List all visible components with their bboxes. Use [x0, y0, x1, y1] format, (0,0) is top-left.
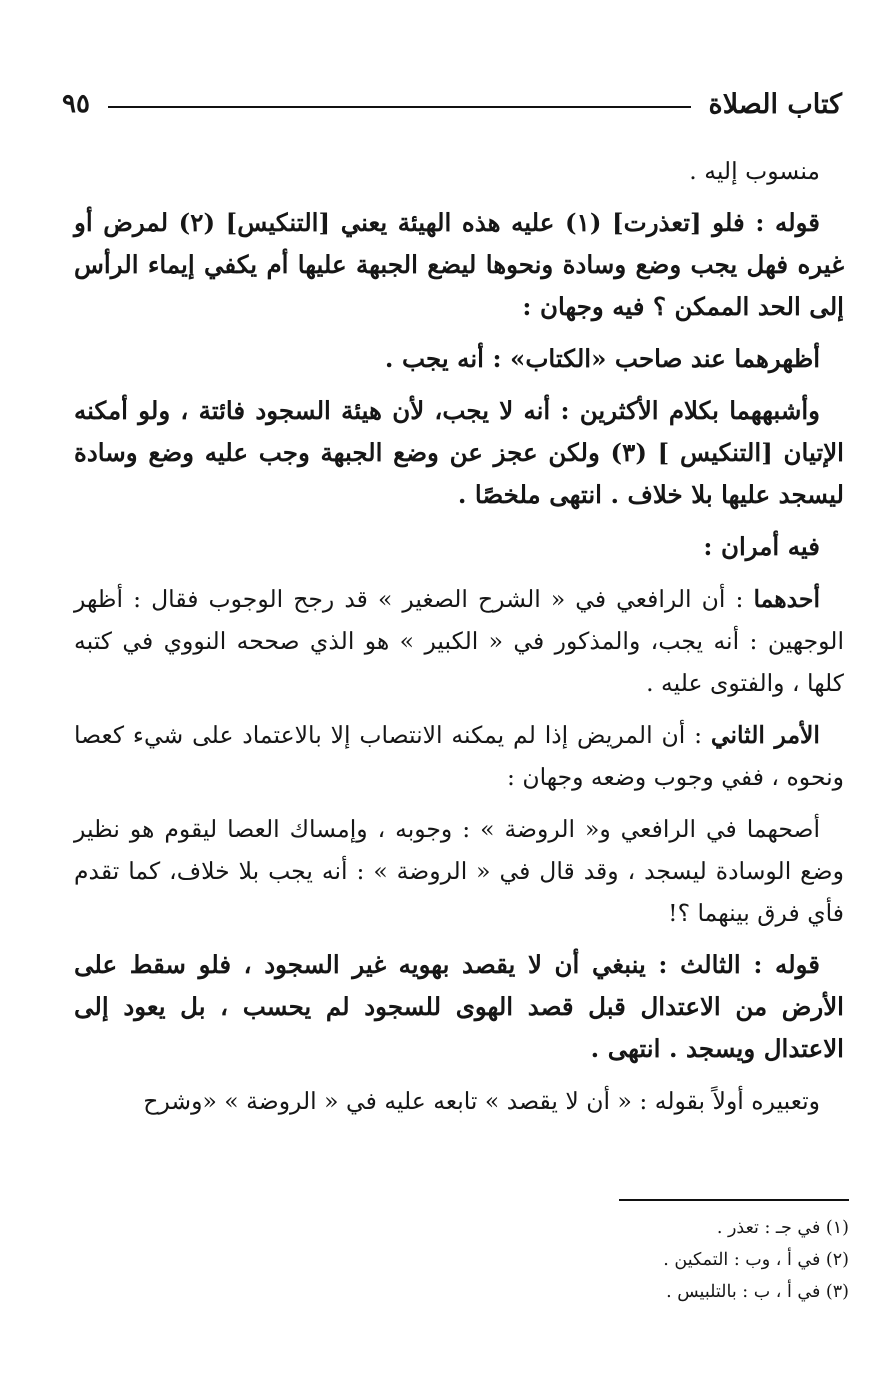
paragraph-text: : أن المريض إذا لم يمكنه الانتصاب إلا بالاعتماد على شيء كعصا ونحوه ، ففي وجوب وضعه وجهان :	[74, 721, 844, 791]
paragraph-lead: أحدهما	[753, 585, 820, 613]
paragraph-3-quote	[74, 338, 844, 380]
footnote-rule	[619, 1199, 849, 1201]
footnote-3: (٣) في أ ، ب : بالتلبيس .	[666, 1282, 849, 1302]
paragraph-text: أصحهما في الرافعي و« الروضة » : وجوبه ، وإمساك العصا ليقوم هو نظير وضع الوسادة ليسجد ، وقد قال في « الروضة » : أنه يجب بلا خلاف، كما تقدم فأي فرق بينهما ؟!	[74, 815, 844, 927]
paragraph-text: وتعبيره أولاً بقوله : « أن لا يقصد » تابعه عليه في « الروضة » «وشرح	[143, 1087, 820, 1115]
paragraph-text: منسوب إليه .	[689, 157, 820, 185]
paragraph-7	[74, 714, 844, 798]
paragraph-text: : أن الرافعي في « الشرح الصغير » قد رجح الوجوب فقال : أظهر الوجهين : أنه يجب، والمذكور في « الكبير » هو الذي صححه النووي في كتبه كلها ، والفتوى عليه .	[74, 585, 844, 697]
paragraph-4-quote	[74, 390, 844, 516]
paragraph-lead: الأمر الثاني	[710, 721, 820, 749]
paragraph-text: وأشبههما بكلام الأكثرين : أنه لا يجب، لأن هيئة السجود فائتة ، ولو أمكنه الإتيان [التنكيس ] (٣) ولكن عجز عن وضع الجبهة وجب عليه وضع وسادة ليسجد عليها بلا خلاف . انتهى ملخصًا .	[74, 396, 844, 509]
paragraph-9-quote	[74, 944, 844, 1070]
paragraph-1	[74, 150, 844, 192]
paragraph-8	[74, 808, 844, 934]
paragraph-2-quote	[74, 202, 844, 328]
paragraph-text: فيه أمران :	[703, 532, 820, 561]
footnote-1: (١) في جـ : تعذر .	[716, 1218, 849, 1238]
header-rule	[108, 106, 691, 108]
running-header	[62, 82, 842, 126]
chapter-title: كتاب الصلاة	[708, 88, 842, 120]
paragraph-6	[74, 578, 844, 704]
paragraph-text: أظهرهما عند صاحب «الكتاب» : أنه يجب .	[384, 344, 820, 373]
paragraph-10	[74, 1080, 844, 1122]
paragraph-text: قوله : فلو [تعذرت] (١) عليه هذه الهيئة يعني [التنكيس] (٢) لمرض أو غيره فهل يجب وضع وسادة ونحوها ليضع الجبهة عليها أم يكفي إيماء الرأس إلى الحد الممكن ؟ فيه وجهان :	[74, 208, 844, 321]
footnotes	[449, 1212, 849, 1308]
body-text	[74, 150, 844, 1132]
page-number: ٩٥	[62, 89, 90, 119]
paragraph-text: قوله : الثالث : ينبغي أن لا يقصد بهويه غير السجود ، فلو سقط على الأرض من الاعتدال قبل قصد الهوى للسجود لم يحسب ، بل يعود إلى الاعتدال ويسجد . انتهى .	[74, 950, 844, 1063]
paragraph-5-heading	[74, 526, 844, 568]
footnote-2: (٢) في أ ، وب : التمكين .	[663, 1250, 849, 1270]
